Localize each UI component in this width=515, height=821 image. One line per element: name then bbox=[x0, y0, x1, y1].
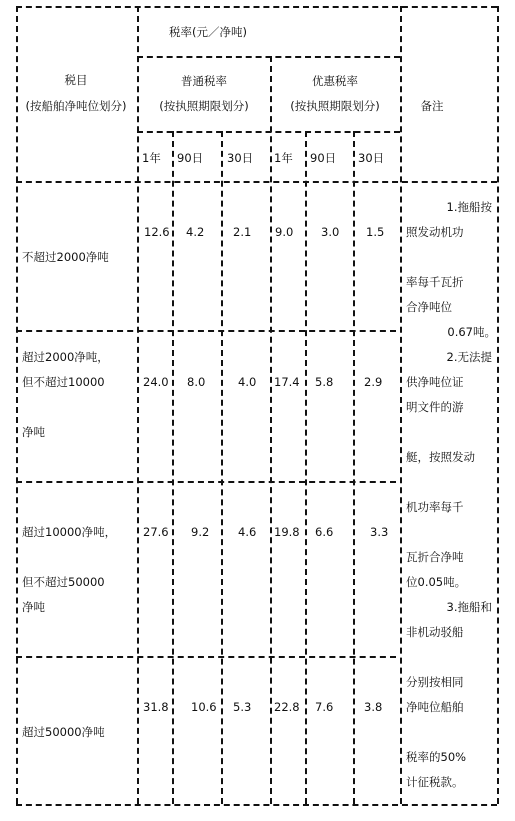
rate-cell: 19.8 bbox=[274, 525, 300, 539]
rate-cell: 2.1 bbox=[233, 225, 252, 239]
tax-item-row4: 超过50000净吨 bbox=[22, 725, 105, 739]
rate-cell: 4.2 bbox=[186, 225, 205, 239]
remarks-line: 照发动机功 bbox=[406, 225, 464, 239]
remarks-line: 0.67吨。 bbox=[447, 325, 496, 339]
remarks-line: 艇，按照发动 bbox=[406, 450, 475, 464]
rate-cell: 5.3 bbox=[233, 700, 252, 714]
rate-cell: 3.3 bbox=[370, 525, 389, 539]
rate-cell: 22.8 bbox=[274, 700, 300, 714]
rate-cell: 3.8 bbox=[364, 700, 383, 714]
tax-item-row2-line3: 净吨 bbox=[22, 425, 45, 439]
tax-item-row2-line2: 但不超过10000 bbox=[22, 375, 105, 389]
rate-cell: 10.6 bbox=[191, 700, 217, 714]
remarks-line: 2.无法提 bbox=[446, 350, 492, 364]
period-preferential-90d: 90日 bbox=[310, 151, 337, 165]
item-column-divider bbox=[137, 6, 139, 804]
preferential-rate-subheading: (按执照期限划分) bbox=[290, 99, 380, 113]
rate-cell: 6.6 bbox=[315, 525, 334, 539]
rate-cell: 31.8 bbox=[143, 700, 169, 714]
remarks-line: 瓦折合净吨 bbox=[406, 550, 464, 564]
remarks-line: 1.拖船按 bbox=[446, 200, 492, 214]
bottom-rule bbox=[16, 804, 497, 806]
ordinary-90d-divider bbox=[172, 131, 174, 804]
tax-item-row3-line1: 超过10000净吨， bbox=[22, 525, 117, 539]
preferential-30d-divider bbox=[353, 131, 355, 804]
header-bottom-rule bbox=[16, 181, 497, 183]
remarks-heading: 备注 bbox=[420, 99, 444, 113]
rate-cell: 3.0 bbox=[321, 225, 340, 239]
remarks-line: 计征税款。 bbox=[406, 775, 464, 789]
rate-cell: 4.6 bbox=[238, 525, 257, 539]
rate-cell: 2.9 bbox=[364, 375, 383, 389]
remarks-line: 3.拖船和 bbox=[446, 600, 492, 614]
row-divider-1 bbox=[16, 330, 396, 332]
rate-header-divider bbox=[137, 56, 400, 58]
period-preferential-1y: 1年 bbox=[274, 151, 293, 165]
period-header-divider bbox=[137, 131, 400, 133]
rate-cell: 17.4 bbox=[274, 375, 300, 389]
rate-cell: 24.0 bbox=[143, 375, 169, 389]
rate-group-divider bbox=[270, 56, 272, 804]
remarks-line: 分别按相同 bbox=[406, 675, 464, 689]
rate-cell: 9.2 bbox=[191, 525, 210, 539]
rate-cell: 27.6 bbox=[143, 525, 169, 539]
rate-cell: 4.0 bbox=[238, 375, 257, 389]
rate-cell: 7.6 bbox=[315, 700, 334, 714]
rate-cell: 9.0 bbox=[275, 225, 294, 239]
remarks-line: 净吨位船舶 bbox=[406, 700, 464, 714]
left-border bbox=[16, 6, 18, 804]
right-border bbox=[497, 6, 499, 804]
period-preferential-30d: 30日 bbox=[358, 151, 385, 165]
ordinary-30d-divider bbox=[221, 131, 223, 804]
top-rule bbox=[16, 6, 497, 8]
remarks-line: 机功率每千 bbox=[406, 500, 464, 514]
tax-item-row3-line2: 但不超过50000 bbox=[22, 575, 105, 589]
tax-item-row3-line3: 净吨 bbox=[22, 600, 45, 614]
period-ordinary-1y: 1年 bbox=[142, 151, 161, 165]
ordinary-rate-subheading: (按执照期限划分) bbox=[159, 99, 249, 113]
period-ordinary-90d: 90日 bbox=[177, 151, 204, 165]
remarks-line: 供净吨位证 bbox=[406, 375, 464, 389]
remarks-line: 税率的50% bbox=[406, 750, 467, 764]
preferential-90d-divider bbox=[305, 131, 307, 804]
preferential-rate-heading: 优惠税率 bbox=[312, 74, 358, 88]
tax-rate-heading: 税率(元／净吨) bbox=[169, 25, 247, 39]
tax-item-row2-line1: 超过2000净吨， bbox=[22, 350, 109, 364]
rate-cell: 8.0 bbox=[187, 375, 206, 389]
row-divider-3 bbox=[16, 656, 396, 658]
rate-cell: 1.5 bbox=[366, 225, 385, 239]
remarks-line: 位0.05吨。 bbox=[406, 575, 467, 589]
period-ordinary-30d: 30日 bbox=[227, 151, 254, 165]
row-divider-2 bbox=[16, 481, 396, 483]
remarks-line: 明文件的游 bbox=[406, 400, 464, 414]
rate-cell: 5.8 bbox=[315, 375, 334, 389]
remarks-column-divider bbox=[400, 6, 402, 804]
rate-cell: 12.6 bbox=[144, 225, 170, 239]
tax-item-subheading: (按船舶净吨位划分) bbox=[25, 99, 127, 113]
tax-item-heading: 税目 bbox=[64, 73, 88, 87]
remarks-line: 非机动驳船 bbox=[406, 625, 464, 639]
remarks-line: 率每千瓦折 bbox=[406, 275, 464, 289]
remarks-line: 合净吨位 bbox=[406, 300, 452, 314]
ordinary-rate-heading: 普通税率 bbox=[181, 74, 227, 88]
tax-item-row1: 不超过2000净吨 bbox=[22, 250, 109, 264]
